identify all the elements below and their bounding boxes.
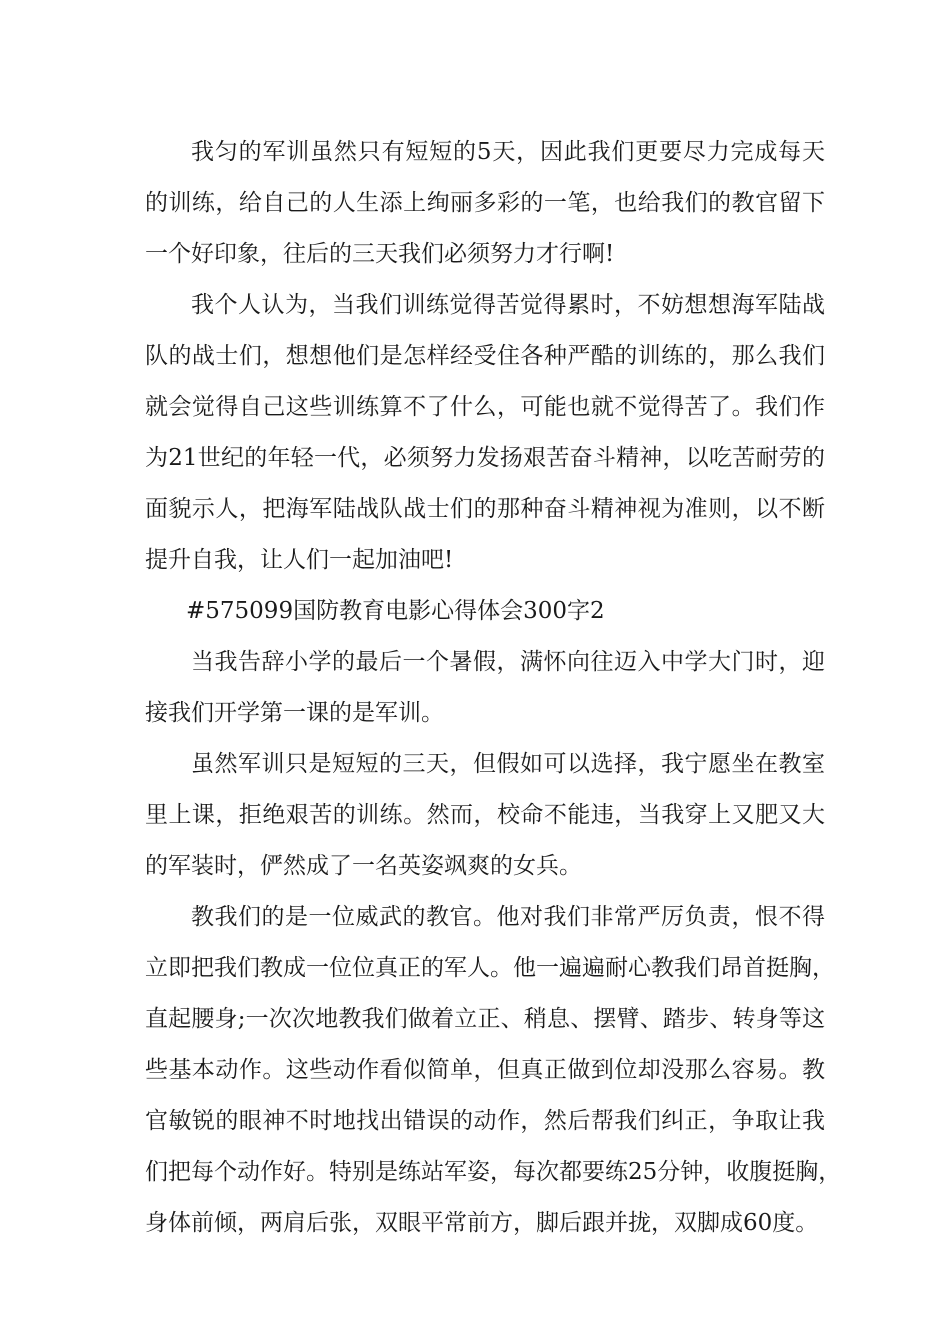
paragraph-line: 些基本动作。这些动作看似简单，但真正做到位却没那么容易。教 xyxy=(145,1057,825,1083)
paragraph-line: 一个好印象，往后的三天我们必须努力才行啊! xyxy=(145,241,615,267)
paragraph-line: 里上课，拒绝艰苦的训练。然而，校命不能违，当我穿上又肥又大 xyxy=(145,802,825,828)
paragraph-2 xyxy=(145,280,825,586)
paragraph-line: 当我告辞小学的最后一个暑假，满怀向往迈入中学大门时，迎 xyxy=(191,649,825,675)
paragraph-line: 的军装时，俨然成了一名英姿飒爽的女兵。 xyxy=(145,853,582,879)
paragraph-line: 我个人认为，当我们训练觉得苦觉得累时，不妨想想海军陆战 xyxy=(191,292,825,318)
paragraph-line: 身体前倾，两肩后张，双眼平常前方，脚后跟并拢，双脚成60度。 xyxy=(145,1210,819,1236)
section-heading xyxy=(145,586,825,637)
paragraph-1 xyxy=(145,127,825,280)
paragraph-line: 的训练，给自己的人生添上绚丽多彩的一笔，也给我们的教官留下 xyxy=(145,190,825,216)
paragraph-4 xyxy=(145,739,825,892)
paragraph-line: 为21世纪的年轻一代，必须努力发扬艰苦奋斗精神，以吃苦耐劳的 xyxy=(145,445,825,471)
paragraph-line: 们把每个动作好。特别是练站军姿，每次都要练25分钟，收腹挺胸， xyxy=(145,1159,842,1185)
section-heading-text: #575099国防教育电影心得体会300字2 xyxy=(186,598,605,624)
paragraph-line: 直起腰身;一次次地教我们做着立正、稍息、摆臂、踏步、转身等这 xyxy=(145,1006,825,1032)
paragraph-line: 接我们开学第一课的是军训。 xyxy=(145,700,444,726)
paragraph-line: 我匀的军训虽然只有短短的5天，因此我们更要尽力完成每天 xyxy=(191,139,825,165)
paragraph-line: 立即把我们教成一位位真正的军人。他一遍遍耐心教我们昂首挺胸， xyxy=(145,955,835,981)
paragraph-line: 提升自我，让人们一起加油吧! xyxy=(145,547,454,573)
document-body xyxy=(145,127,842,1249)
paragraph-line: 虽然军训只是短短的三天，但假如可以选择，我宁愿坐在教室 xyxy=(191,751,825,777)
paragraph-line: 队的战士们，想想他们是怎样经受住各种严酷的训练的，那么我们 xyxy=(145,343,825,369)
paragraph-line: 官敏锐的眼神不时地找出错误的动作，然后帮我们纠正，争取让我 xyxy=(145,1108,825,1134)
paragraph-5 xyxy=(145,892,842,1249)
paragraph-line: 面貌示人，把海军陆战队战士们的那种奋斗精神视为准则，以不断 xyxy=(145,496,825,522)
paragraph-line: 就会觉得自己这些训练算不了什么，可能也就不觉得苦了。我们作 xyxy=(145,394,825,420)
paragraph-line: 教我们的是一位威武的教官。他对我们非常严厉负责，恨不得 xyxy=(191,904,825,930)
paragraph-3 xyxy=(145,637,825,739)
